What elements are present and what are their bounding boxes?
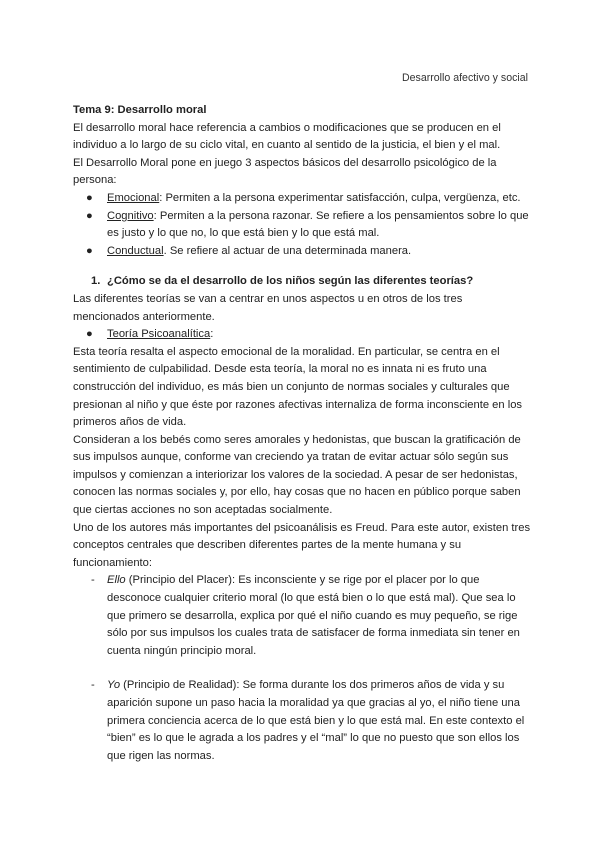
dash-marker: - [91,679,95,692]
list-item [73,190,531,208]
section-intro: Las diferentes teorías se van a centrar en unos aspectos u en otros de los tres mencionados anteriormente. [73,292,463,323]
aspects-list [73,190,531,260]
list-item [73,243,531,261]
concept-term: Ello [107,574,126,587]
aspect-term: Cognitivo [107,209,154,222]
bullet-icon: ● [86,328,93,341]
concept-text: (Principio de Realidad): Se forma durante los dos primeros años de vida y su aparición supone un paso hacia la moralidad ya que gracias al yo, el niño tiene una primera conciencia acerca de lo que está bien y lo que está mal. En este contexto el “bien” es lo que le agrada a los padres y el “mal” lo que no puesto que son ellos los que rigen las normas. [107,679,525,762]
list-item [73,326,531,344]
section-heading [73,273,531,291]
theory-colon: : [210,328,214,341]
section-title: ¿Cómo se da el desarrollo de los niños según las diferentes teorías? [107,275,474,288]
theory-label: Teoría Psicoanalítica [107,328,211,341]
theory-list [73,326,531,344]
aspect-text: : Permiten a la persona experimentar satisfacción, culpa, vergüenza, etc. [159,191,521,204]
concept-term: Yo [107,679,121,692]
aspect-term: Emocional [107,191,160,204]
bullet-icon: ● [86,244,93,257]
list-item [73,677,531,765]
bullet-icon: ● [86,191,93,204]
theory-paragraph-2: Consideran a los bebés como seres amorales y hedonistas, que buscan la gratificación de sus impulsos aunque, conforme van creciendo ya tratan de evitar actuar sólo según sus impulsos y comienzan a interiorizar los valores de la sociedad. A pesar de ser hedonistas, conocen las normas sociales y, por ello, hay cosas que no hacen en público porque saben que ciertas acciones no son aceptadas socialmente. [73,433,521,517]
theory-paragraph-1: Esta teoría resalta el aspecto emocional de la moralidad. En particular, se centra en el sentimiento de culpabilidad. Desde esta teoría, la moral no es innata ni es fruto una construcción del individuo, es más bien un conjunto de normas sociales y culturales que presionan al niño y que éste por razones afectivas internaliza de forma inconsciente en los primeros años de vida. [73,345,523,429]
page-header: Desarrollo afectivo y social [402,72,528,84]
dash-marker: - [91,574,95,587]
aspect-term: Conductual [107,244,164,257]
list-item [73,572,531,660]
aspect-text: . Se refiere al actuar de una determinada manera. [163,244,412,257]
bullet-icon: ● [86,209,93,222]
document-body [73,102,531,765]
list-spacer [73,660,531,677]
theory-paragraph-3: Uno de los autores más importantes del psicoanálisis es Freud. Para este autor, existen tres conceptos centrales que describen diferentes partes de la mente humana y su funcionamiento: [73,521,531,569]
list-item [73,208,531,243]
section-number: 1. [91,275,101,288]
intro-paragraph-1: El desarrollo moral hace referencia a cambios o modificaciones que se producen en el individuo a lo largo de su ciclo vital, en cuanto al sentido de la justicia, el bien y el mal. [73,121,501,152]
intro-paragraph-2: El Desarrollo Moral pone en juego 3 aspectos básicos del desarrollo psicológico de la persona: [73,156,497,187]
concept-text: (Principio del Placer): Es inconsciente y se rige por el placer por lo que desconoce cualquier criterio moral (lo que está bien o lo que está mal). Que sea lo que primero se desarrolla, explica por qué el niño cuando es muy pequeño, se rige sólo por sus impulsos los cuales trata de satisfacer de forma inmediata sin tener en cuenta ningún principio moral. [107,574,520,657]
concepts-list [73,572,531,765]
page-title: Tema 9: Desarrollo moral [73,104,207,116]
aspect-text: : Permiten a la persona razonar. Se refiere a los pensamientos sobre lo que es justo y lo que no, lo que está bien y lo que está mal. [107,209,529,240]
